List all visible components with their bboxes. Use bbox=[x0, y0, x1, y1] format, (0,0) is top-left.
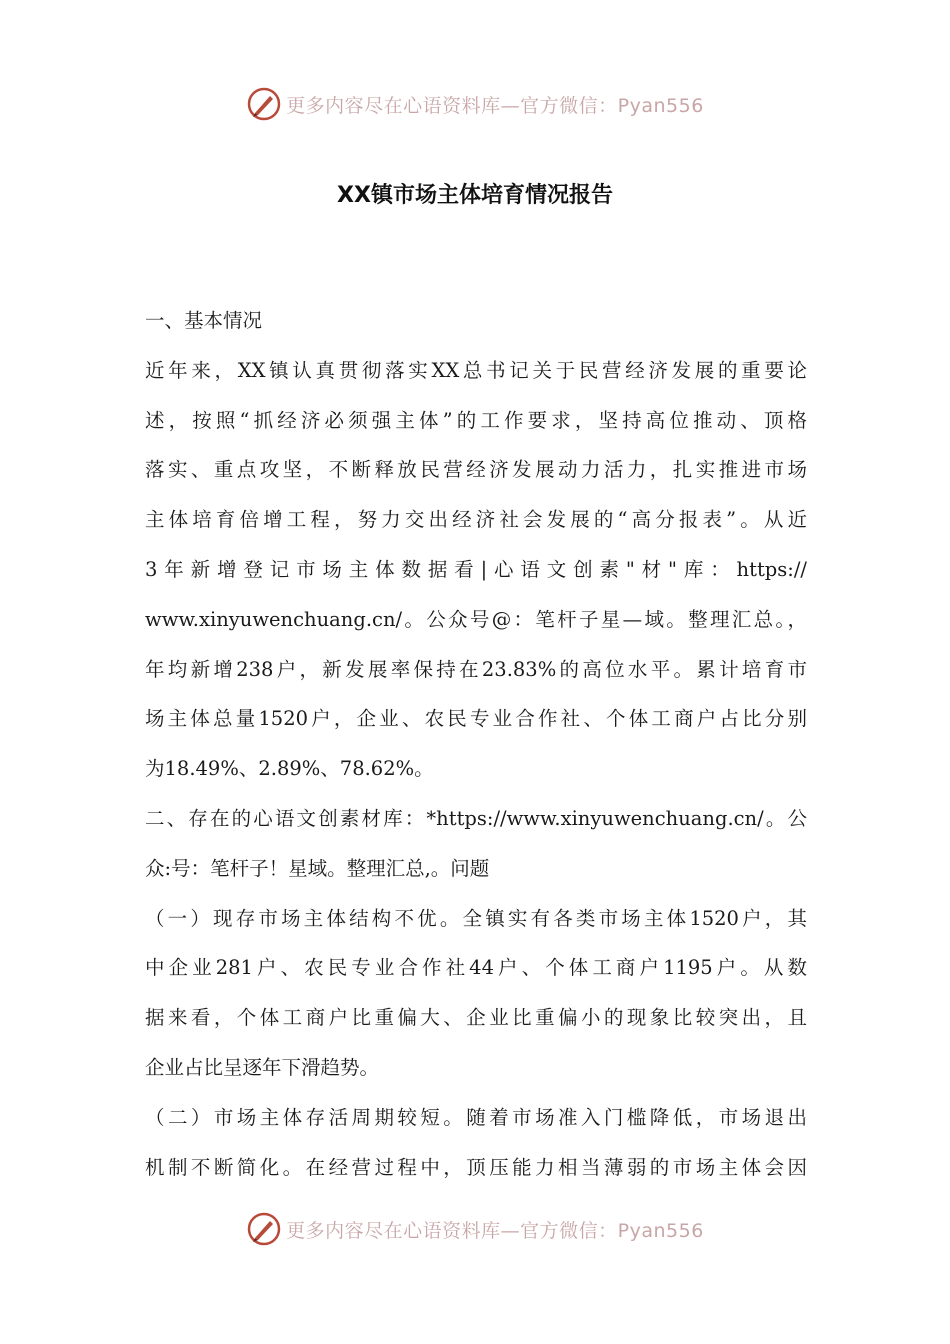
paragraph-line: 3年新增登记市场主体数据看|心语文创素"材"库：https:// bbox=[145, 557, 807, 581]
paragraph-line: www.xinyuwenchuang.cn/。公众号@：笔杆子星—域。整理汇总。， bbox=[145, 607, 807, 631]
paragraph-line: 落实、重点攻坚，不断释放民营经济发展动力活力，扎实推进市场 bbox=[145, 458, 807, 482]
paragraph-line: 机制不断简化。在经营过程中，顶压能力相当薄弱的市场主体会因 bbox=[145, 1155, 807, 1179]
section-heading: 二、存在的心语文创素材库：*https://www.xinyuwenchuang.cn/。公 bbox=[145, 806, 807, 830]
paragraph-line: 年均新增238户，新发展率保持在23.83%的高位水平。累计培育市 bbox=[145, 657, 807, 681]
header-watermark-banner bbox=[0, 84, 950, 124]
paragraph-line: 企业占比呈逐年下滑趋势。 bbox=[145, 1055, 380, 1079]
banner-account: Pyan556 bbox=[617, 1219, 704, 1242]
paragraph-line: 场主体总量1520户，企业、农民专业合作社、个体工商户占比分别 bbox=[145, 707, 807, 731]
paragraph-line: 述，按照“抓经济必须强主体”的工作要求，坚持高位推动、顶格 bbox=[145, 408, 807, 432]
paragraph-line: 中企业281户、农民专业合作社44户、个体工商户1195户。从数 bbox=[145, 956, 807, 980]
paragraph-line: 近年来，XX镇认真贯彻落实XX总书记关于民营经济发展的重要论 bbox=[145, 358, 807, 382]
section-heading: 一、基本情况 bbox=[145, 309, 263, 332]
document-body bbox=[145, 296, 807, 1192]
footer-watermark-banner bbox=[0, 1209, 950, 1249]
document-title: XX镇市场主体培育情况报告 bbox=[337, 183, 613, 208]
paragraph-line: （一）现存市场主体结构不优。全镇实有各类市场主体1520户，其 bbox=[145, 906, 807, 930]
section-heading: 众:号：笔杆子！星域。整理汇总,。问题 bbox=[145, 856, 490, 880]
pen-logo-icon bbox=[246, 86, 282, 122]
paragraph-line: 据来看，个体工商户比重偏大、企业比重偏小的现象比较突出，且 bbox=[145, 1006, 807, 1030]
banner-text: 更多内容尽在心语资料库—官方微信：Pyan556 bbox=[286, 94, 704, 117]
paragraph-line: （二）市场主体存活周期较短。随着市场准入门槛降低，市场退出 bbox=[145, 1105, 807, 1129]
banner-text: 更多内容尽在心语资料库—官方微信：Pyan556 bbox=[286, 1219, 704, 1242]
banner-account: Pyan556 bbox=[617, 94, 704, 117]
paragraph-line: 主体培育倍增工程，努力交出经济社会发展的“高分报表”。从近 bbox=[145, 508, 807, 532]
pen-logo-icon bbox=[246, 1211, 282, 1247]
paragraph-line: 为18.49%、2.89%、78.62%。 bbox=[145, 757, 434, 781]
